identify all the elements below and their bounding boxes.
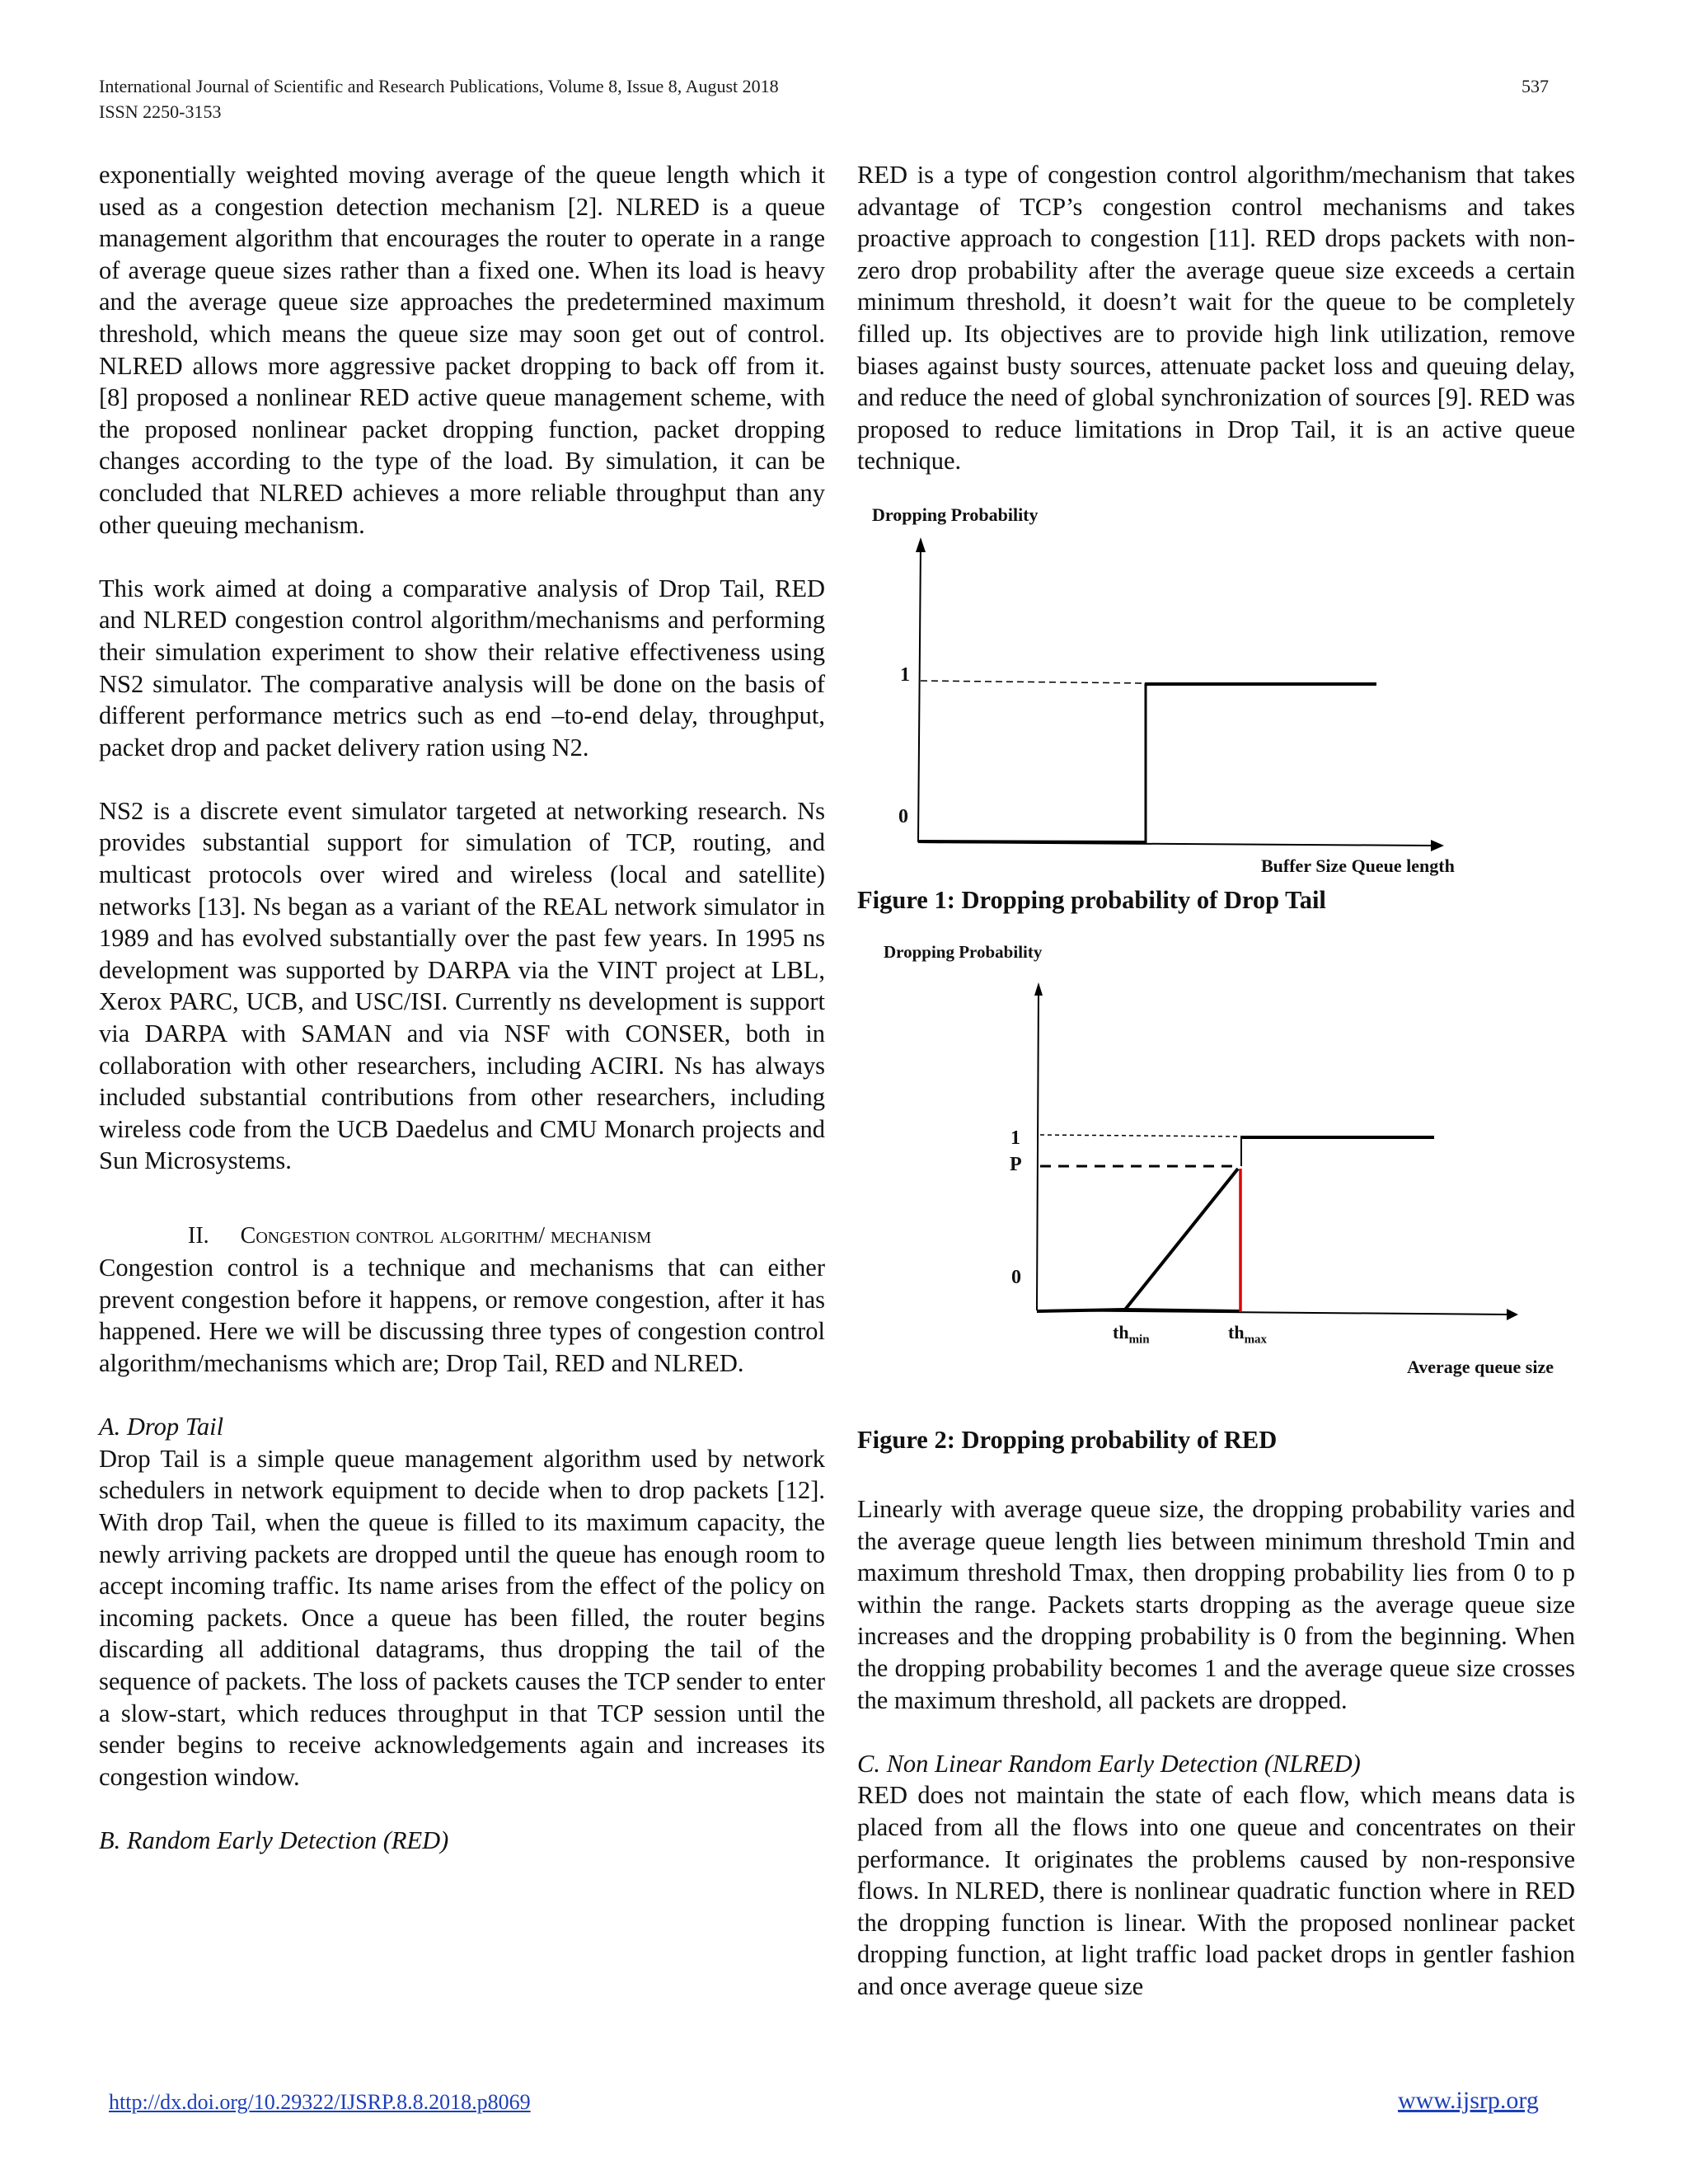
guide-line-1 [1040,1135,1241,1137]
section-heading [99,1221,825,1253]
figure-2-tick-p: P [1010,1154,1022,1175]
figure-2-tick-thmax [1228,1322,1267,1347]
figure-1-plot [857,527,1582,874]
doi-link[interactable]: http://dx.doi.org/10.29322/IJSRP.8.8.2018.p8069 [109,2090,531,2114]
page-number: 537 [1522,76,1549,96]
subsection-heading-drop-tail: A. Drop Tail [99,1413,224,1441]
paragraph-nlred-intro: exponentially weighted moving average of the queue length which it used as a congestion detection mechanism [2]. NLRED is a queue management algorithm that encourages the router to operate in a range of average queue sizes rather than a fixed one. When its load is heavy and the average queue size approaches the predetermined maximum threshold, which means the queue size may soon get out of control. NLRED allows more aggressive packet dropping to back off from it. [8] proposed a nonlinear RED active queue management scheme, with the proposed nonlinear packet dropping function, packet dropping changes according to the type of the load. By simulation, it can be concluded that NLRED achieves a more reliable throughput than any other queuing mechanism. [99,161,825,539]
right-column-top [857,159,1575,477]
figure-1-caption: Figure 1: Dropping probability of Drop Tail [857,886,1326,914]
paragraph-drop-tail: Drop Tail is a simple queue management algorithm used by network schedulers in network equipment to decide when to drop packets [12]. With drop Tail, when the queue is filled to its maximum capacity, the newly arriving packets are dropped until the queue has enough room to accept incoming traffic. Its name arises from the effect of the policy on incoming packets. Once a queue has been filled, the router begins discarding all additional datagrams, thus dropping the tail of the sequence of packets. The loss of packets causes the TCP sender to enter a slow-start, which reduces throughput in that TCP session until the sender begins to receive acknowledgements again and increases its congestion window. [99,1444,825,1791]
figure-1-tick-0: 0 [898,806,908,827]
section-number: II. [188,1222,209,1249]
figure-2-y-axis-label: Dropping Probability [884,942,1043,962]
paragraph-red-intro: RED is a type of congestion control algorithm/mechanism that takes advantage of TCP’s congestion control mechanisms and takes proactive approach to congestion [11]. RED drops packets with non-zero drop probability after the average queue size exceeds a certain minimum threshold, it doesn’t wait for the queue to be completely filled up. Its objectives are to provide high link utilization, remove biases against busty sources, attenuate packet loss and queuing delay, and reduce the need of global synchronization of sources [9]. RED was proposed to reduce limitations in Drop Tail, it is an active queue technique. [857,161,1575,476]
guide-line-1 [921,681,1146,683]
figure-1-y-axis-label: Dropping Probability [872,504,1039,525]
y-axis-arrow-icon [916,537,926,552]
thmin-subscript: min [1128,1333,1150,1347]
issn-label: ISSN 2250-3153 [99,101,222,122]
paragraph-congestion-control: Congestion control is a technique and mechanisms that can either prevent congestion before it happens, or remove congestion, after it has happened. Here we will be discussing three types of congestion control algorithm/mechanisms which are; Drop Tail, RED and NLRED. [99,1254,825,1377]
thmin-base: th [1113,1322,1129,1343]
figure-1-tick-1: 1 [900,664,910,686]
thmax-base: th [1228,1322,1245,1343]
left-column [99,159,825,1856]
subsection-heading-red: B. Random Early Detection (RED) [99,1825,449,1854]
figure-2-plot [857,964,1582,1343]
journal-header: International Journal of Scientific and Research Publications, Volume 8, Issue 8, August 2018 [99,76,779,96]
y-axis-arrow-icon [1034,982,1043,996]
paragraph-nlred: RED does not maintain the state of each flow, which means data is placed from all the flows into one queue and concentrates on their performance. It originates the problems caused by non-responsive flows. In NLRED, there is nonlinear quadratic function where in RED the dropping function is linear. With the proposed nonlinear packet dropping function, at light traffic load packet drops in gentler fashion and once average queue size [857,1781,1575,2000]
paragraph-work-aim: This work aimed at doing a comparative analysis of Drop Tail, RED and NLRED congestion control algorithm/mechanisms and performing their simulation experiment to show their relative effectiveness using NS2 simulator. The comparative analysis will be done on the basis of different performance metrics such as end –to-end delay, throughput, packet drop and packet delivery ration using N2. [99,574,825,762]
x-axis-arrow-icon [1507,1309,1518,1320]
paragraph-ns2: NS2 is a discrete event simulator targeted at networking research. Ns provides substantial support for simulation of TCP, routing, and multicast protocols over wired and wireless (local and satellite) networks [13]. Ns began as a variant of the REAL network simulator in 1989 and has evolved substantially over the past few years. In 1995 ns development was supported by DARPA via the VINT project at LBL, Xerox PARC, UCB, and USC/ISI. Currently ns development is support via DARPA with SAMAN and via NSF with CONSER, both in collaboration with other researchers, including ACIRI. Ns has always included substantial contributions from other researchers, including wireless code from the UCB Daedelus and CMU Monarch projects and Sun Microsystems. [99,796,825,1175]
figure-2-tick-thmin [1113,1322,1150,1347]
figure-2-x-axis-label: Average queue size [1407,1357,1554,1377]
subsection-heading-nlred: C. Non Linear Random Early Detection (NLRED) [857,1749,1361,1778]
website-link[interactable]: www.ijsrp.org [1398,2087,1539,2114]
figure-1-x-axis-label: Buffer Size Queue length [1261,855,1455,876]
y-axis [1037,989,1039,1310]
thmax-subscript: max [1244,1333,1268,1347]
x-axis-arrow-icon [1431,840,1444,851]
figure-2-caption: Figure 2: Dropping probability of RED [857,1426,1278,1454]
figure-2-tick-1: 1 [1010,1127,1020,1149]
section-title: Congestion control algorithm/ mechanism [240,1222,652,1249]
paragraph-red-linear: Linearly with average queue size, the dropping probability varies and the average queue length lies between minimum threshold Tmin and maximum threshold Tmax, then dropping probability lies from 0 to p within the range. Packets starts dropping as the average queue size increases and the dropping probability is 0 from the beginning. When the dropping probability becomes 1 and the average queue size crosses the maximum threshold, all packets are dropped. [857,1495,1575,1714]
figure-2-tick-0: 0 [1011,1267,1021,1288]
right-column-bottom [857,1493,1575,2003]
y-axis [918,544,921,842]
